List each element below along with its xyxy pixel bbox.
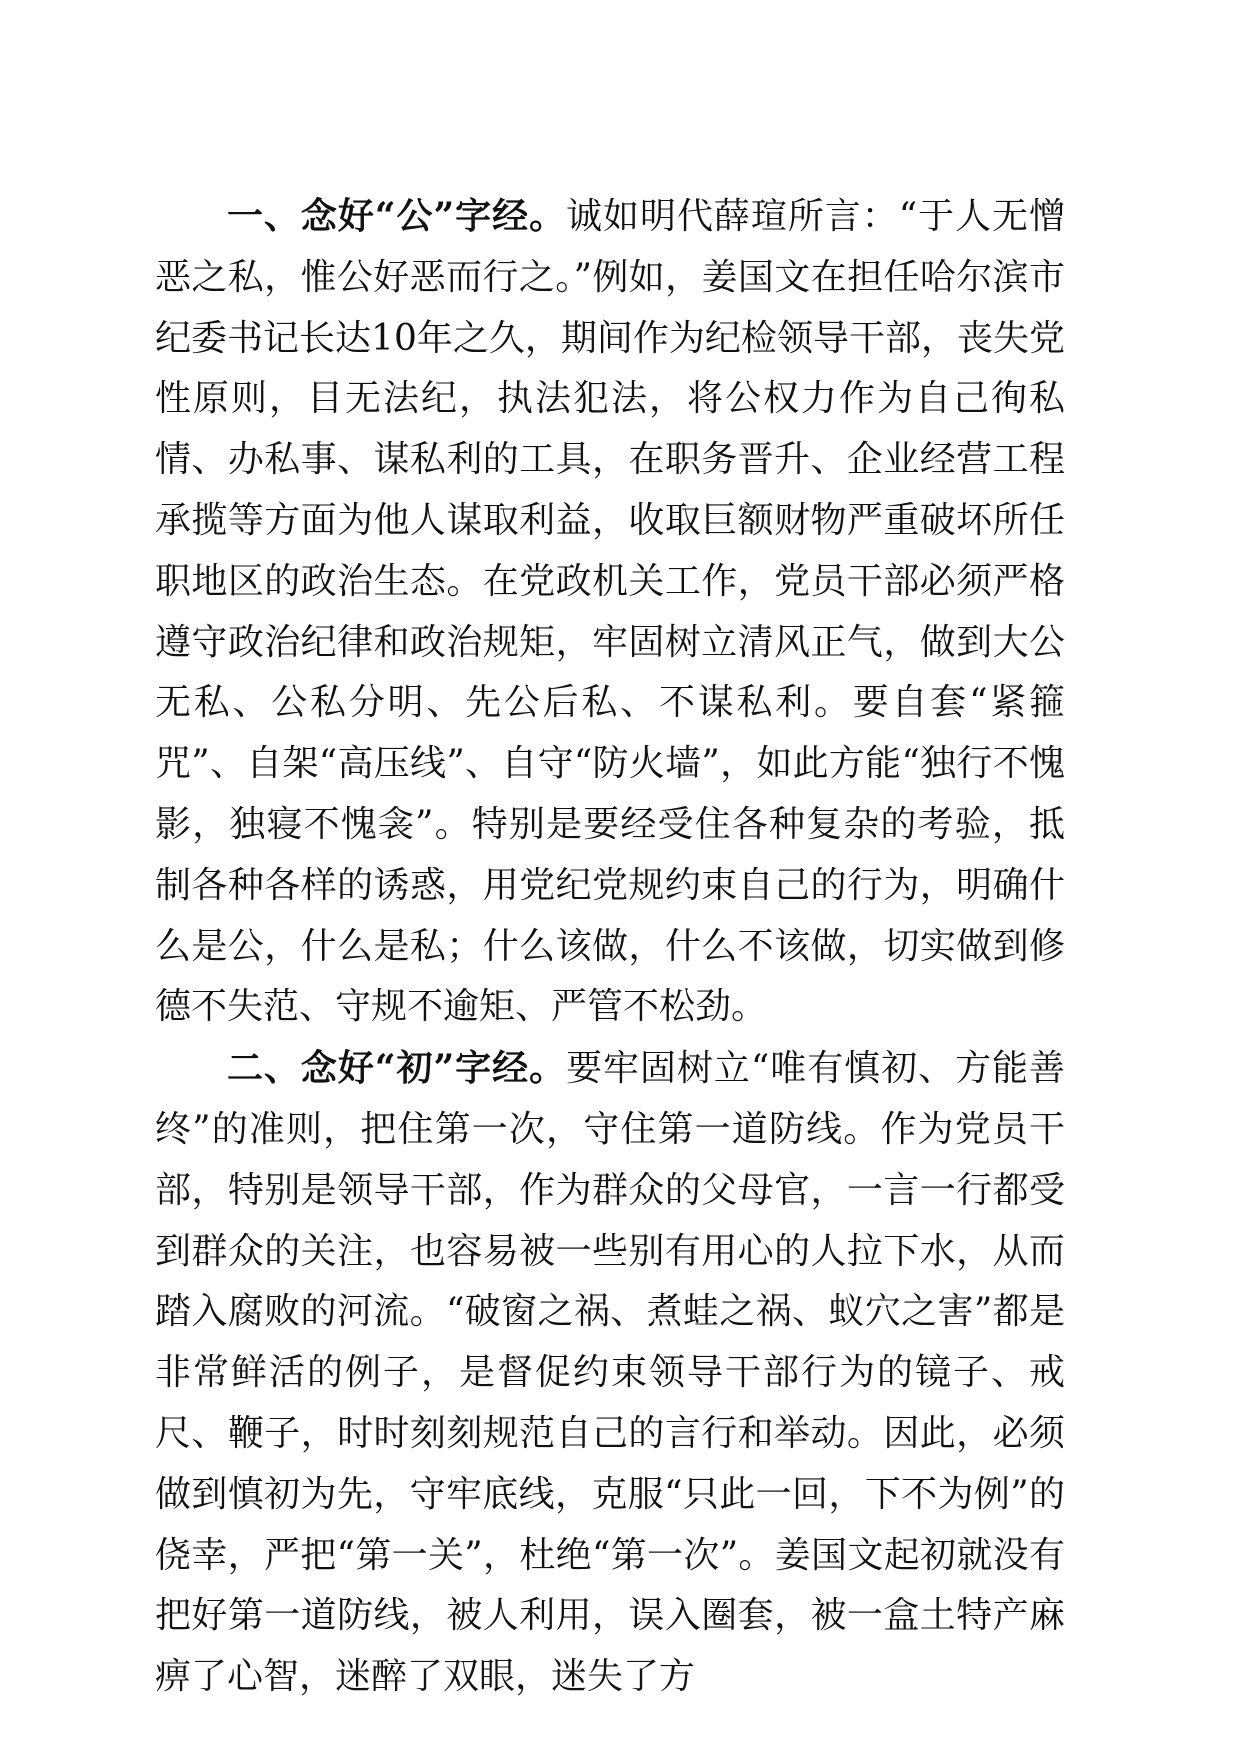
section-heading-gong: 一、念好“公”字经。 (227, 195, 567, 237)
paragraph-text-chu: 要牢固树立“唯有慎初、方能善终”的准则，把住第一次，守住第一道防线。作为党员干部，特别是领导干部，作为群众的父母官，一言一行都受到群众的关注，也容易被一些别有用心的人拉下水，从而踏入腐败的河流。“破窗之祸、煮蛙之祸、蚁穴之害”都是非常鲜活的例子，是督促约束领导干部行为的镜子、戒尺、鞭子，时时刻刻规范自己的言行和举动。因此，必须做到慎初为先，守牢底线，克服“只此一回，下不为例”的侥幸，严把“第一关”，杜绝“第一次”。姜国文起初就没有把好第一道防线，被人利用，误入圈套，被一盒土特产麻痹了心智，迷醉了双眼，迷失了方 (155, 1048, 1065, 1698)
paragraph-gong (155, 186, 1065, 1038)
document-body (155, 186, 1065, 1708)
paragraph-text-gong: 诚如明代薛瑄所言：“于人无憎恶之私，惟公好恶而行之。”例如，姜国文在担任哈尔滨市纪委书记长达10年之久，期间作为纪检领导干部，丧失党性原则，目无法纪，执法犯法，将公权力作为自己徇私情、办私事、谋私利的工具，在职务晋升、企业经营工程承揽等方面为他人谋取利益，收取巨额财物严重破坏所任职地区的政治生态。在党政机关工作，党员干部必须严格遵守政治纪律和政治规矩，牢固树立清风正气，做到大公无私、公私分明、先公后私、不谋私利。要自套“紧箍咒”、自架“高压线”、自守“防火墙”，如此方能“独行不愧影，独寝不愧衾”。特别是要经受住各种复杂的考验，抵制各种各样的诱惑，用党纪党规约束自己的行为，明确什么是公，什么是私；什么该做，什么不该做，切实做到修德不失范、守规不逾矩、严管不松劲。 (155, 196, 1065, 1028)
paragraph-chu (155, 1038, 1065, 1708)
section-heading-chu: 二、念好“初”字经。 (227, 1047, 567, 1090)
